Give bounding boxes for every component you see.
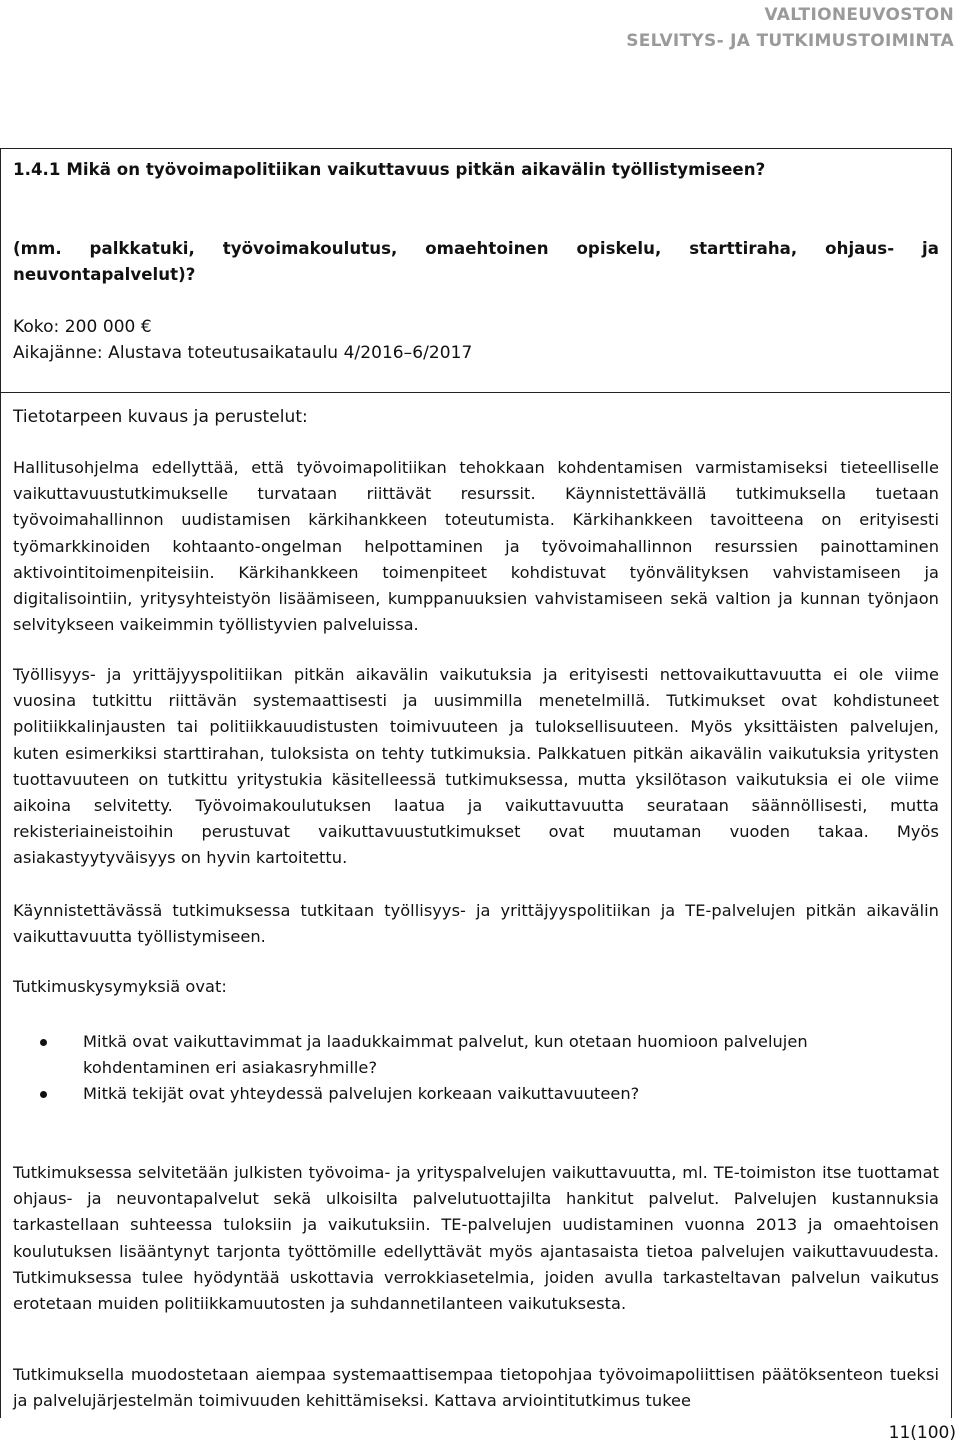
list-item xyxy=(40,1029,920,1081)
org-line-2: SELVITYS- JA TUTKIMUSTOIMINTA xyxy=(626,31,954,51)
section-title: 1.4.1 Mikä on työvoimapolitiikan vaikuttavuus pitkän aikavälin työllistymiseen? xyxy=(13,160,766,179)
paragraph-4: Tutkimuksessa selvitetään julkisten työvoima- ja yrityspalvelujen vaikuttavuutta, ml. TE-toimiston itse tuottamat ohjaus- ja neuvontapalvelut sekä ulkoisilta palvelutuottajilta hankitut palvelut. Palvelujen kustannuksia tarkastellaan suhteessa tuloksiin ja vaikutuksiin. TE-palvelujen uudistaminen vuonna 2013 ja omaehtoisen koulutuksen lisääntynyt tarjonta työttömille edellyttävät myös ajantasaista tietoa palvelujen vaikuttavuudesta. Tutkimuksessa tulee hyödyntää uskottavia verrokkiasetelmia, joiden avulla tarkasteltavan palvelun vaikutus erotetaan muiden politiikkamuutosten ja suhdannetilanteen vaikutuksesta. xyxy=(13,1163,939,1314)
box-divider xyxy=(0,392,950,393)
org-line-1: VALTIONEUVOSTON xyxy=(764,5,954,25)
question-text: Mitkä tekijät ovat yhteydessä palvelujen korkeaan vaikuttavuuteen? xyxy=(83,1084,640,1104)
paragraph-1: Hallitusohjelma edellyttää, että työvoimapolitiikan tehokkaan kohdentamisen varmistamiseksi tieteelliselle vaikuttavuustutkimukselle turvataan riittävät resurssit. Käynnistettävällä tutkimuksella tuetaan työvoimahallinnon uudistamisen kärkihankkeen toteutumista. Kärkihankkeen tavoitteena on erityisesti työmarkkinoiden kohtaanto-ongelman helpottaminen ja työvoimahallinnon resurssien painottaminen aktivointitoimenpiteisiin. Kärkihankkeen toimenpiteet kohdistuvat työnvälityksen vahvistamiseen ja digitalisointiin, yritysyhteistyön lisäämiseen, kumppanuuksien vahvistamiseen sekä valtion ja kunnan työnjaon selvitykseen vaikeimmin työllistyvien palveluissa. xyxy=(13,458,939,635)
cost-line: Koko: 200 000 € xyxy=(13,317,152,337)
list-item xyxy=(40,1081,920,1107)
section-scope: (mm. palkkatuki, työvoimakoulutus, omaehtoinen opiskelu, starttiraha, ohjaus- ja neuvontapalvelut)? xyxy=(13,239,939,284)
project-meta xyxy=(13,314,939,366)
paragraph-5: Tutkimuksella muodostetaan aiempaa systemaattisempaa tietopohjaa työvoimapoliittisen päätöksenteon tueksi ja palvelujärjestelmän toimivuuden kehittämiseksi. Kattava arviointitutkimus tukee xyxy=(13,1365,939,1411)
questions-heading: Tutkimuskysymyksiä ovat: xyxy=(13,977,227,996)
questions-list xyxy=(40,1029,920,1108)
bullet-icon xyxy=(40,1091,47,1098)
organization-header xyxy=(626,2,954,54)
bullet-icon xyxy=(40,1039,47,1046)
paragraph-3: Käynnistettävässä tutkimuksessa tutkitaan työllisyys- ja yrittäjyyspolitiikan ja TE-palvelujen pitkän aikavälin vaikuttavuutta työllistymiseen. xyxy=(13,901,939,947)
question-text: Mitkä ovat vaikuttavimmat ja laadukkaimmat palvelut, kun otetaan huomioon palvelujen kohdentaminen eri asiakasryhmille? xyxy=(83,1032,808,1078)
page-number: 11(100) xyxy=(888,1423,956,1443)
paragraph-2: Työllisyys- ja yrittäjyyspolitiikan pitkän aikavälin vaikutuksia ja erityisesti nettovaikuttavuutta ei ole viime vuosina tutkittu riittävän systemaattisesti ja uusimmilla menetelmillä. Tutkimukset ovat kohdistuneet politiikkalinjausten tai politiikkauudistusten toimivuuteen ja tuloksellisuuteen. Myös yksittäisten palvelujen, kuten esimerkiksi starttirahan, tuloksista on tehty tutkimuksia. Palkkatuen pitkän aikavälin vaikutuksia yritysten tuottavuuteen on tutkittu yritystukia käsitelleessä tutkimuksessa, mutta yksilötason vaikutuksia ei ole viime aikoina selvitetty. Työvoimakoulutuksen laatua ja vaikuttavuutta seurataan säännöllisesti, mutta rekisteriaineistoihin perustuvat vaikuttavuustutkimukset ovat muutaman vuoden takaa. Myös asiakastyytyväisyys on hyvin kartoitettu. xyxy=(13,665,939,868)
timeline-line: Aikajänne: Alustava toteutusaikataulu 4/2016–6/2017 xyxy=(13,343,473,363)
needs-heading: Tietotarpeen kuvaus ja perustelut: xyxy=(13,407,308,427)
